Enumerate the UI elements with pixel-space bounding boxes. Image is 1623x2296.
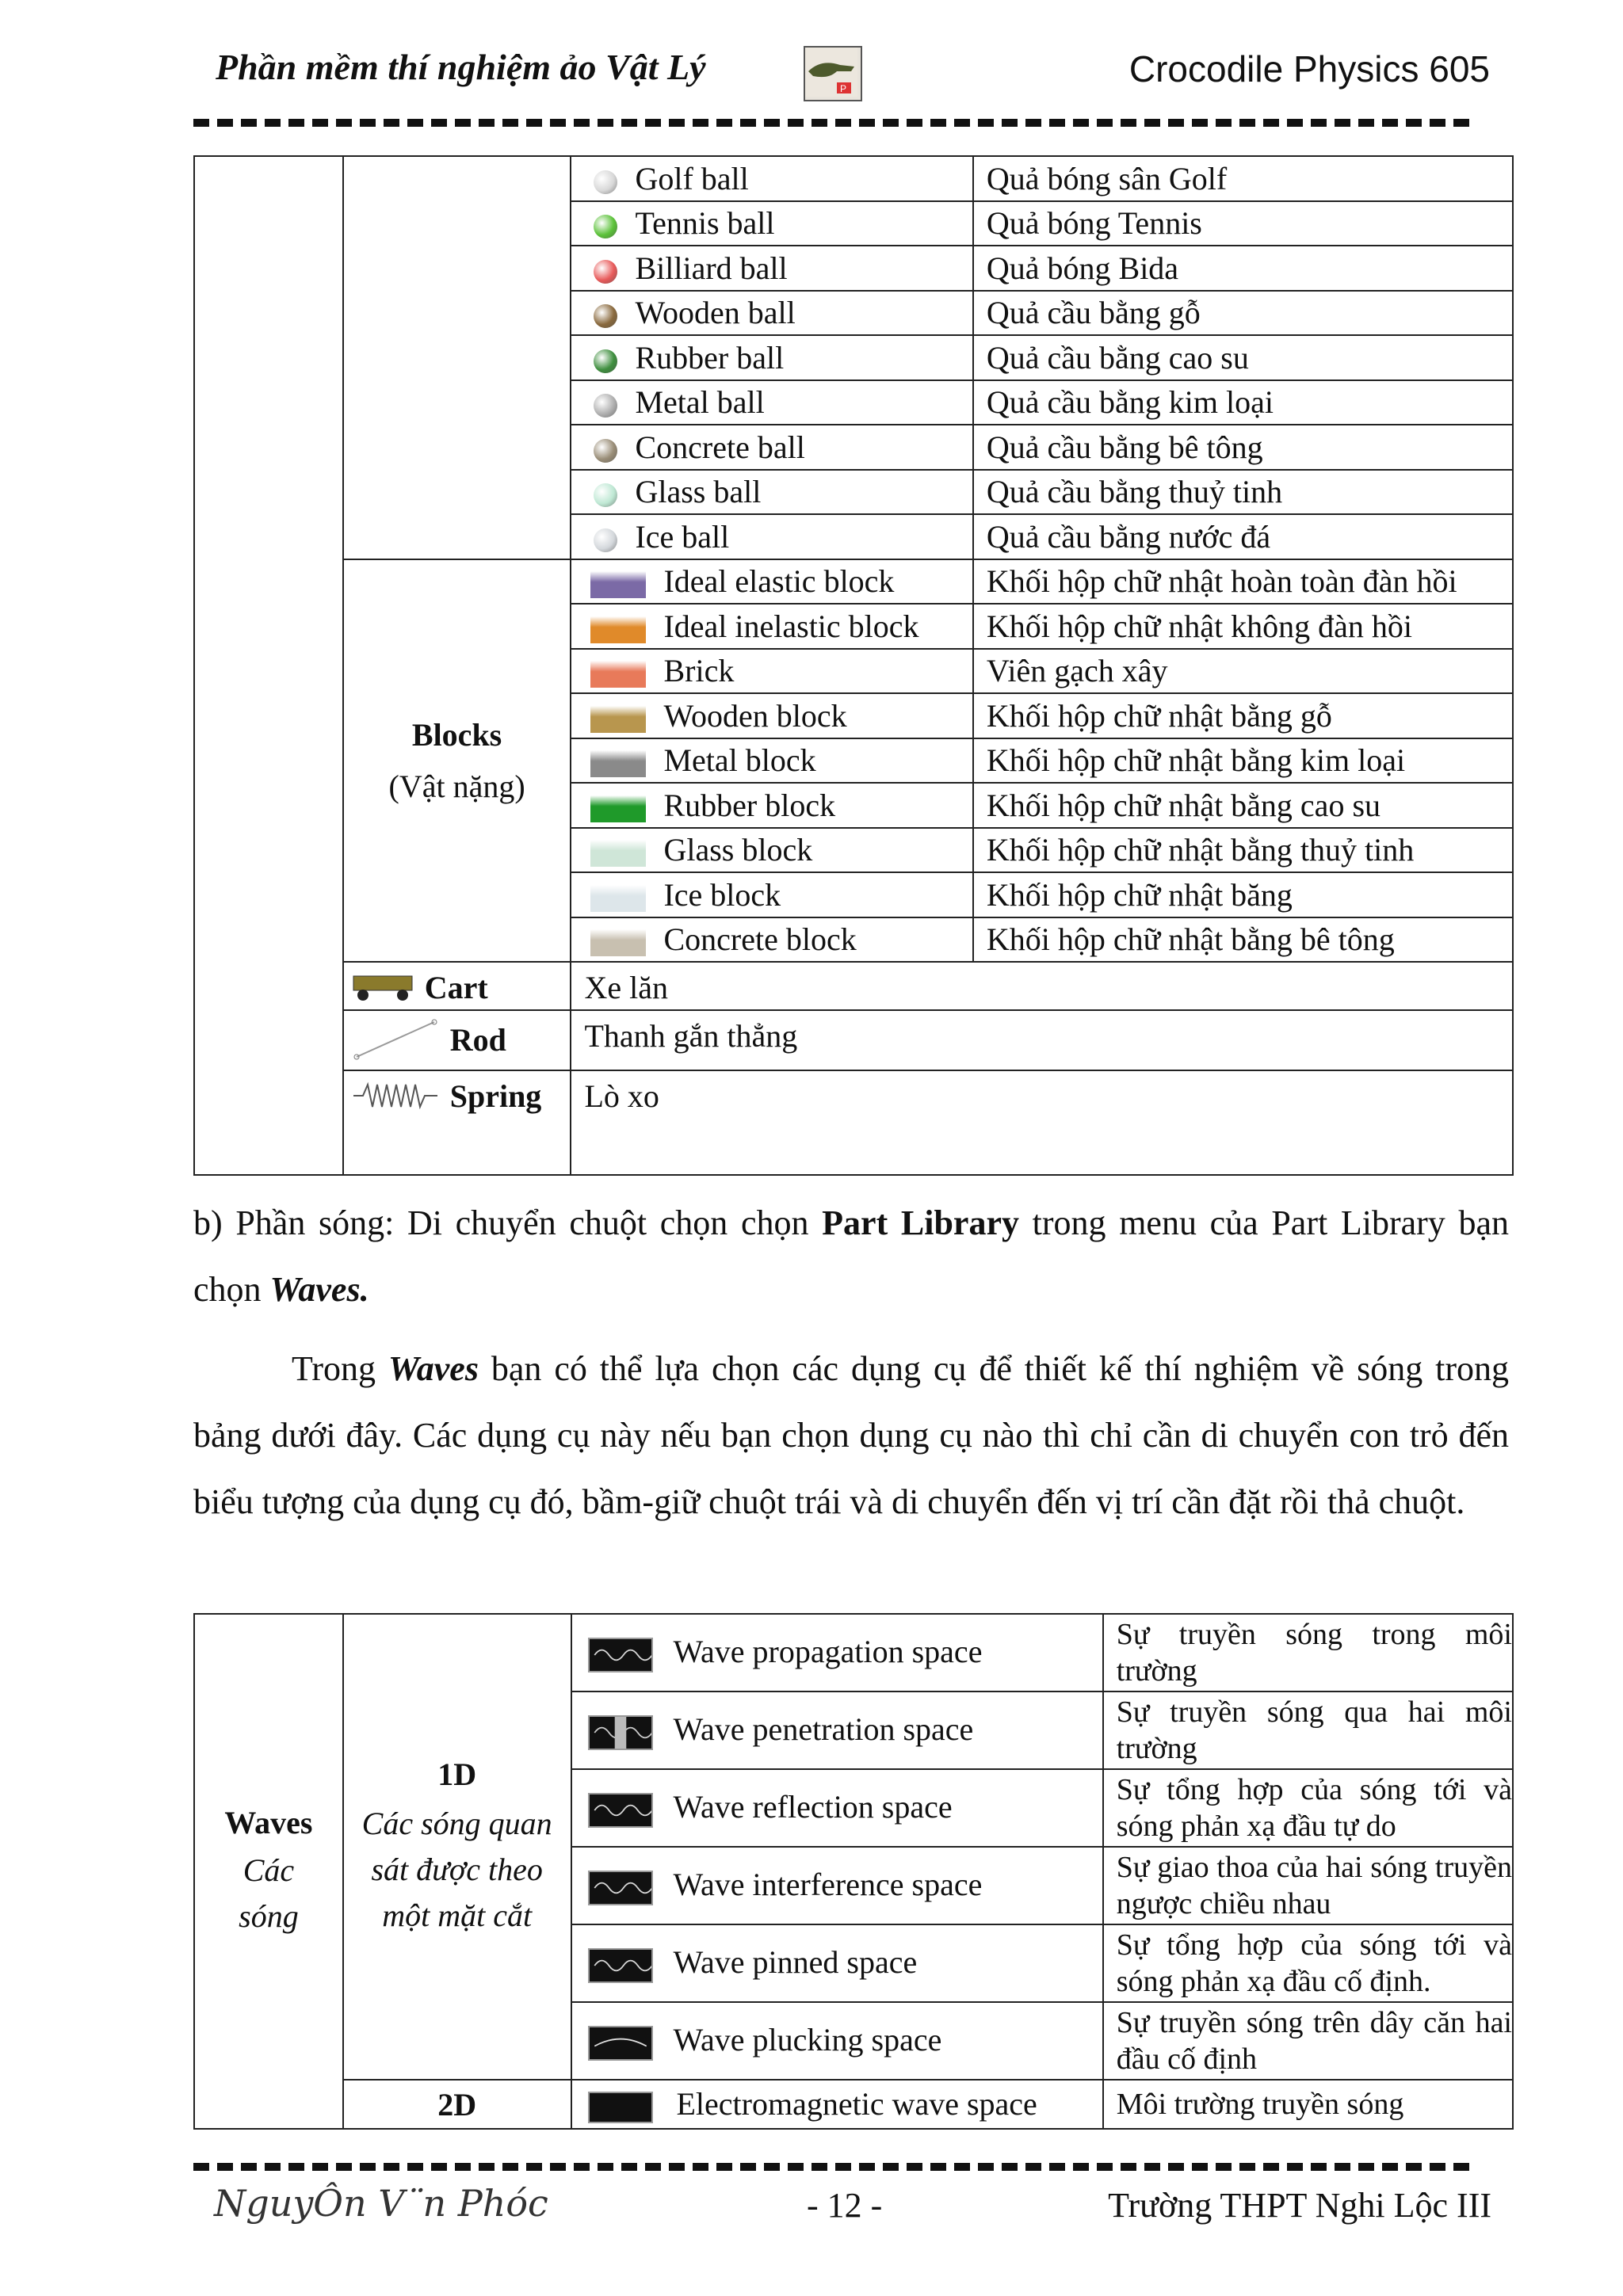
part-translation: Quả cầu bằng cao su (973, 335, 1513, 380)
part-name: Brick (663, 653, 735, 689)
part-translation: Khối hộp chữ nhật bằng kim loại (973, 738, 1513, 784)
table-row (194, 559, 1513, 605)
part-name-cell (571, 470, 972, 515)
part-name-cell (571, 201, 972, 246)
part-name: Ideal inelastic block (663, 608, 919, 644)
ball-icon (594, 260, 617, 284)
wave-space-icon (588, 1793, 653, 1828)
wave-space-icon (588, 1638, 653, 1672)
part-name: Rubber ball (635, 339, 785, 376)
wave-space-name: Electromagnetic wave space (676, 2086, 1037, 2122)
footer-page-number: - 12 - (807, 2186, 883, 2225)
waves-table (193, 1613, 1514, 2130)
wave-space-icon (588, 1715, 653, 1750)
ball-icon (594, 170, 617, 194)
part-translation: Quả cầu bằng kim loại (973, 380, 1513, 425)
part-translation: Quả cầu bằng gỗ (973, 291, 1513, 336)
part-name-cell (571, 693, 972, 738)
blocks-category-cell (343, 559, 571, 963)
part-name: Ideal elastic block (663, 563, 895, 600)
wave-space-cell (571, 1691, 1103, 1769)
part-name: Rubber block (663, 787, 836, 823)
part-name: Metal ball (635, 384, 765, 421)
wave-space-translation: Sự truyền sóng trong môi trường (1103, 1614, 1513, 1691)
part-category-cell (343, 1010, 571, 1070)
part-name-cell (571, 783, 972, 828)
wave-space-name: Wave reflection space (673, 1789, 953, 1825)
part-name-cell (571, 604, 972, 649)
ball-icon (594, 439, 617, 463)
part-category-label: Rod (449, 1022, 506, 1058)
footer-divider (193, 2163, 1469, 2171)
svg-text:P: P (840, 83, 847, 94)
table-row (194, 2080, 1513, 2129)
part-category-label: Spring (449, 1078, 542, 1115)
part-name-cell (571, 246, 972, 291)
wave-space-translation: Sự truyền sóng qua hai môi trường (1103, 1691, 1513, 1769)
part-name-cell (571, 514, 972, 559)
block-icon (590, 616, 646, 643)
part-name: Ice ball (635, 518, 730, 555)
wave-space-icon (588, 2026, 653, 2061)
part-name: Concrete ball (635, 429, 805, 465)
part-name: Tennis ball (635, 205, 775, 242)
part-translation: Khối hộp chữ nhật bằng gỗ (973, 693, 1513, 738)
part-translation: Khối hộp chữ nhật bằng thuỷ tinh (973, 828, 1513, 873)
paragraph-waves: Trong Waves bạn có thể lựa chọn các dụng cụ để thiết kế thí nghiệm về sóng trong bảng dưới đây. Các dụng cụ này nếu bạn chọn dụng cụ nào thì chỉ cần di chuyển con trỏ đến biểu tượng của dụng cụ đó, bầm-giữ chuột trái và di chuyển đến vị trí cần đặt rồi thả chuột. (193, 1349, 1509, 1521)
wave-space-cell (571, 2080, 1103, 2129)
table-row (194, 1614, 1513, 1691)
block-icon (590, 571, 646, 598)
crocodile-logo-icon (804, 46, 862, 101)
paragraph-part-library: b) Phần sóng: Di chuyển chuột chọn chọn Part Library trong menu của Part Library bạn chọn Waves. (193, 1203, 1510, 1309)
part-name: Glass ball (635, 474, 762, 510)
part-name: Concrete block (663, 921, 857, 958)
wave-space-name: Wave propagation space (673, 1634, 983, 1670)
part-name: Ice block (663, 876, 781, 913)
part-translation: Thanh gắn thẳng (571, 1010, 1513, 1070)
wave-space-translation: Sự tổng hợp của sóng tới và sóng phản xạ đầu tự do (1103, 1769, 1513, 1847)
header-title: Phần mềm thí nghiệm ảo Vật Lý (216, 47, 706, 87)
part-translation: Quả cầu bằng thuỷ tinh (973, 470, 1513, 515)
table-row (194, 156, 1513, 201)
ball-icon (594, 394, 617, 418)
table-row (194, 1010, 1513, 1070)
part-name: Golf ball (635, 160, 749, 196)
part-category-cell (343, 1070, 571, 1175)
part-translation: Quả cầu bằng bê tông (973, 425, 1513, 470)
electromagnetic-wave-icon (588, 2092, 653, 2123)
spring-icon (352, 1080, 439, 1119)
part-translation: Viên gạch xây (973, 649, 1513, 694)
part-name-cell (571, 335, 972, 380)
parts-table (193, 155, 1514, 1176)
part-category-cell (343, 962, 571, 1010)
part-name-cell (571, 291, 972, 336)
part-name-cell (571, 738, 972, 784)
1d-category-cell (343, 1614, 571, 2080)
header-divider (193, 119, 1469, 127)
part-translation: Khối hộp chữ nhật bằng bê tông (973, 917, 1513, 963)
part-name: Glass block (663, 832, 813, 868)
part-translation: Lò xo (571, 1070, 1513, 1175)
part-name-cell (571, 156, 972, 201)
wave-space-name: Wave plucking space (673, 2022, 942, 2058)
part-name-cell (571, 649, 972, 694)
block-icon (590, 840, 646, 867)
wave-space-translation: Sự tổng hợp của sóng tới và sóng phản xạ đầu cố định. (1103, 1924, 1513, 2002)
part-name: Metal block (663, 742, 816, 779)
wave-space-cell (571, 2002, 1103, 2080)
block-icon (590, 929, 646, 956)
part-name-cell (571, 917, 972, 963)
footer-school: Trường THPT Nghi Lộc III (1108, 2186, 1491, 2225)
block-icon (590, 885, 646, 912)
wave-space-name: Wave pinned space (673, 1944, 918, 1981)
part-category-label: Cart (424, 970, 488, 1005)
blocks-label: Blocks (411, 716, 502, 753)
wave-space-name: Wave interference space (673, 1867, 983, 1903)
table-row (194, 1070, 1513, 1175)
ball-icon (594, 215, 617, 238)
part-name-cell (571, 559, 972, 605)
ball-icon (594, 349, 617, 373)
footer-author: NguyÔn V¨n Phóc (214, 2182, 548, 2225)
part-name-cell (571, 380, 972, 425)
part-translation: Khối hộp chữ nhật bằng cao su (973, 783, 1513, 828)
block-icon (590, 661, 646, 688)
ball-icon (594, 483, 617, 507)
waves-label: Waves (224, 1804, 313, 1840)
part-name-cell (571, 872, 972, 917)
part-translation: Xe lăn (571, 962, 1513, 1010)
block-icon (590, 706, 646, 733)
1d-sublabel: Các sóng quan sát được theo một mặt cắt (361, 1805, 552, 1933)
wave-space-translation: Môi trường truyền sóng (1103, 2080, 1513, 2129)
wave-space-translation: Sự truyền sóng trên dây căn hai đầu cố định (1103, 2002, 1513, 2080)
part-name: Billiard ball (635, 250, 788, 286)
part-translation: Khối hộp chữ nhật băng (973, 872, 1513, 917)
block-icon (590, 795, 646, 822)
part-name-cell (571, 425, 972, 470)
table-row (194, 962, 1513, 1010)
part-translation: Quả cầu bằng nước đá (973, 514, 1513, 559)
part-translation: Quả bóng sân Golf (973, 156, 1513, 201)
1d-label: 1D (437, 1756, 477, 1792)
wave-space-name: Wave penetration space (673, 1711, 974, 1748)
blocks-sublabel: (Vật nặng) (388, 768, 525, 804)
wave-space-icon (588, 1948, 653, 1983)
waves-category-cell (194, 1614, 343, 2129)
part-translation: Khối hộp chữ nhật không đàn hồi (973, 604, 1513, 649)
part-translation: Khối hộp chữ nhật hoàn toàn đàn hồi (973, 559, 1513, 605)
wave-space-translation: Sự giao thoa của hai sóng truyền ngược chiều nhau (1103, 1847, 1513, 1924)
ball-icon (594, 304, 617, 328)
part-name-cell (571, 828, 972, 873)
2d-label: 2D (343, 2080, 571, 2129)
part-translation: Quả bóng Bida (973, 246, 1513, 291)
wave-space-cell (571, 1769, 1103, 1847)
rod-icon (352, 1017, 439, 1070)
wave-space-cell (571, 1847, 1103, 1924)
ball-icon (594, 528, 617, 552)
empty-cell (194, 156, 343, 1175)
block-icon (590, 750, 646, 777)
header-software-name: Crocodile Physics 605 (1128, 48, 1490, 90)
wave-space-cell (571, 1614, 1103, 1691)
wave-space-icon (588, 1871, 653, 1905)
wave-space-cell (571, 1924, 1103, 2002)
cart-icon (352, 972, 414, 1009)
part-name: Wooden block (663, 697, 847, 734)
empty-cell (343, 156, 571, 559)
part-name: Wooden ball (635, 295, 796, 331)
part-translation: Quả bóng Tennis (973, 201, 1513, 246)
waves-sublabel: Các sóng (239, 1852, 299, 1934)
